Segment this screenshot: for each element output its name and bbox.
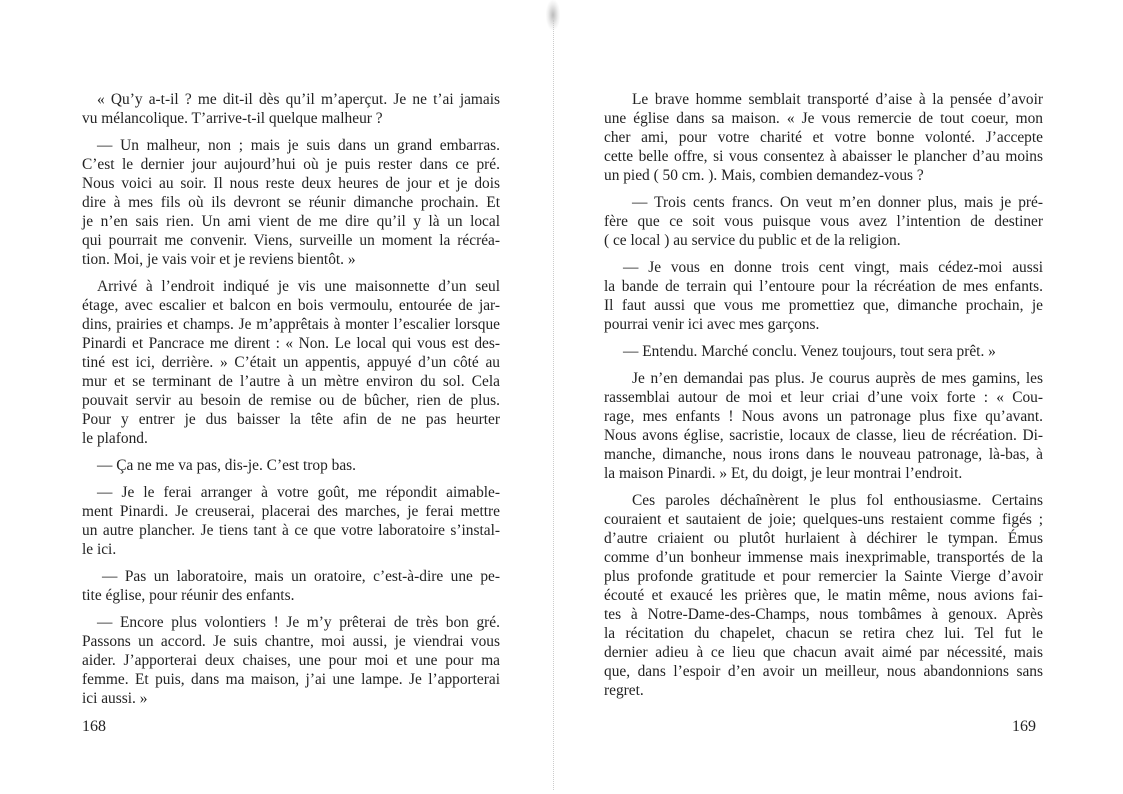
text-line: plus profonde gratitude et pour remercier la Sainte Vierge d’avoir bbox=[604, 568, 1043, 585]
text-line: « Qu’y a-t-il ? me dit-il dès qu’il m’aperçut. Je ne t’ai jamais bbox=[97, 91, 500, 108]
text-line: écouté et exaucé les prières que, le matin même, nous avions fai- bbox=[604, 587, 1043, 604]
text-line: mur et se terminant de l’autre à un mètre environ du sol. Cela bbox=[82, 373, 500, 390]
text-line: la bande de terrain qui l’entoure pour la récréation de mes enfants. bbox=[604, 278, 1043, 295]
text-line: regret. bbox=[604, 682, 644, 699]
text-line: — Encore plus volontiers ! Je m’y prêterai de très bon gré. bbox=[97, 614, 500, 631]
text-line: la maison Pinardi. » Et, du doigt, je leur montrai l’endroit. bbox=[604, 465, 963, 482]
text-line: pourrai venir ici avec mes garçons. bbox=[604, 316, 820, 333]
text-line: la récitation du chapelet, chacun se retira chez lui. Tel fut le bbox=[604, 625, 1043, 642]
text-line: Pinardi et Pancrace me dirent : « Non. Le local qui vous est des- bbox=[82, 335, 500, 352]
text-line: étage, avec escalier et balcon en bois vermoulu, entourée de jar- bbox=[82, 297, 500, 314]
text-line: Je n’en demandai pas plus. Je courus auprès de mes gamins, les bbox=[632, 370, 1043, 387]
text-line: — Je le ferai arranger à votre goût, me répondit aimable- bbox=[97, 484, 500, 501]
text-line: dire à mes fils où ils devront se réunir dimanche prochain. Et bbox=[82, 194, 500, 211]
paragraph bbox=[82, 277, 500, 448]
text-line: — Je vous en donne trois cent vingt, mais cédez-moi aussi bbox=[623, 259, 1043, 276]
text-line: dins, prairies et champs. Je m’apprêtais à monter l’escalier lorsque bbox=[82, 316, 500, 333]
text-line: C’est le dernier jour aujourd’hui où je puis rester dans ce pré. bbox=[82, 156, 500, 173]
text-line: tite église, pour réunir des enfants. bbox=[82, 587, 295, 604]
text-line: qui pourrait me convenir. Viens, surveille un moment la récréa- bbox=[82, 232, 500, 249]
text-line: tiné est ici, derrière. » C’était un appentis, appuyé d’un côté au bbox=[82, 354, 500, 371]
text-line: — Pas un laboratoire, mais un oratoire, c’est-à-dire une pe- bbox=[102, 568, 500, 585]
text-line: tes à Notre-Dame-des-Champs, nous tombâmes à genoux. Après bbox=[604, 606, 1043, 623]
text-line: vu mélancolique. T’arrive-t-il quelque malheur ? bbox=[82, 110, 383, 127]
text-line: une église dans sa maison. « Je vous remercie de tout coeur, mon bbox=[604, 110, 1043, 127]
text-line: Nous avons église, sacristie, locaux de classe, lieu de récréation. Di- bbox=[604, 427, 1043, 444]
text-line: ici aussi. » bbox=[82, 690, 148, 707]
text-line: Passons un accord. Je suis chantre, moi aussi, je viendrai vous bbox=[82, 633, 500, 650]
page-number-left: 168 bbox=[82, 718, 106, 735]
text-line: fère que ce soit vous puisque vous avez l’intention de destiner bbox=[604, 213, 1043, 230]
paragraph bbox=[82, 90, 500, 128]
paragraph bbox=[604, 193, 1043, 250]
paragraph bbox=[82, 136, 500, 269]
text-line: — Ça ne me va pas, dis-je. C’est trop bas. bbox=[97, 457, 357, 474]
text-line: Ces paroles déchaînèrent le plus fol enthousiasme. Certains bbox=[632, 492, 1043, 509]
text-line: Arrivé à l’endroit indiqué je vis une maisonnette d’un seul bbox=[97, 278, 500, 295]
text-line: rassemblai autour de moi et leur criai d’une voix forte : « Cou- bbox=[604, 389, 1043, 406]
right-page-text bbox=[604, 90, 1043, 700]
text-line: — Trois cents francs. On veut m’en donner plus, mais je pré- bbox=[632, 194, 1043, 211]
paragraph bbox=[82, 483, 500, 559]
paragraph bbox=[82, 567, 500, 605]
text-line: aider. J’apporterai deux chaises, une pour moi et une pour ma bbox=[82, 652, 500, 669]
text-line: rage, mes enfants ! Nous avons un patronage plus fixe qu’avant. bbox=[604, 408, 1043, 425]
left-page-text bbox=[82, 90, 500, 708]
page-number-right: 169 bbox=[1012, 718, 1036, 735]
text-line: tion. Moi, je vais voir et je reviens bientôt. » bbox=[82, 251, 356, 268]
text-line: cher ami, pour votre charité et votre bonne volonté. J’accepte bbox=[604, 129, 1043, 146]
paragraph bbox=[604, 90, 1043, 185]
text-line: un pied ( 50 cm. ). Mais, combien demandez-vous ? bbox=[604, 167, 924, 184]
text-line: ment Pinardi. Je creuserai, placerai des marches, je ferai mettre bbox=[82, 503, 500, 520]
text-line: — Entendu. Marché conclu. Venez toujours, tout sera prêt. » bbox=[623, 343, 996, 360]
text-line: ( ce local ) au service du public et de la religion. bbox=[604, 232, 901, 249]
paragraph bbox=[604, 342, 1043, 361]
text-line: comme d’un bonheur immense mais inexprimable, transportés de la bbox=[604, 549, 1043, 566]
text-line: que, dans l’espoir d’en avoir un meilleur, nous abandonnions sans bbox=[604, 663, 1043, 680]
paragraph bbox=[82, 613, 500, 708]
text-line: pouvait servir au besoin de remise ou de bûcher, rien de plus. bbox=[82, 392, 500, 409]
text-line: d’autre criaient ou plutôt hurlaient à déchirer le tympan. Émus bbox=[604, 530, 1043, 547]
text-line: un autre plancher. Je tiens tant à ce que votre laboratoire s’instal- bbox=[82, 522, 500, 539]
paragraph bbox=[604, 491, 1043, 700]
text-line: Nous voici au soir. Il nous reste deux heures de jour et je dois bbox=[82, 175, 500, 192]
text-line: Il faut aussi que vous me promettiez que, dimanche prochain, je bbox=[604, 297, 1043, 314]
text-line: le ici. bbox=[82, 541, 117, 558]
text-line: Pour y entrer je dus baisser la tête afin de ne pas heurter bbox=[82, 411, 500, 428]
text-line: cette belle offre, si vous consentez à abaisser le plancher d’au moins bbox=[604, 148, 1043, 165]
text-line: — Un malheur, non ; mais je suis dans un grand embarras. bbox=[97, 137, 500, 154]
text-line: Le brave homme semblait transporté d’aise à la pensée d’avoir bbox=[632, 91, 1043, 108]
text-line: manche, dimanche, nous irons dans le nouveau patronage, là-bas, à bbox=[604, 446, 1043, 463]
paragraph bbox=[604, 258, 1043, 334]
paragraph bbox=[82, 456, 500, 475]
paragraph bbox=[604, 369, 1043, 483]
text-line: dernier adieu à ce lieu que chacun avait aimé par nécessité, mais bbox=[604, 644, 1043, 661]
text-line: je n’en sais rien. Un ami vient de me dire qu’il y là un local bbox=[82, 213, 500, 230]
text-line: couraient et sautaient de joie; quelques-uns restaient comme figés ; bbox=[604, 511, 1043, 528]
text-line: le plafond. bbox=[82, 430, 148, 447]
book-gutter bbox=[553, 20, 554, 790]
text-line: femme. Et puis, dans ma maison, j’ai une lampe. Je l’apporterai bbox=[82, 671, 500, 688]
